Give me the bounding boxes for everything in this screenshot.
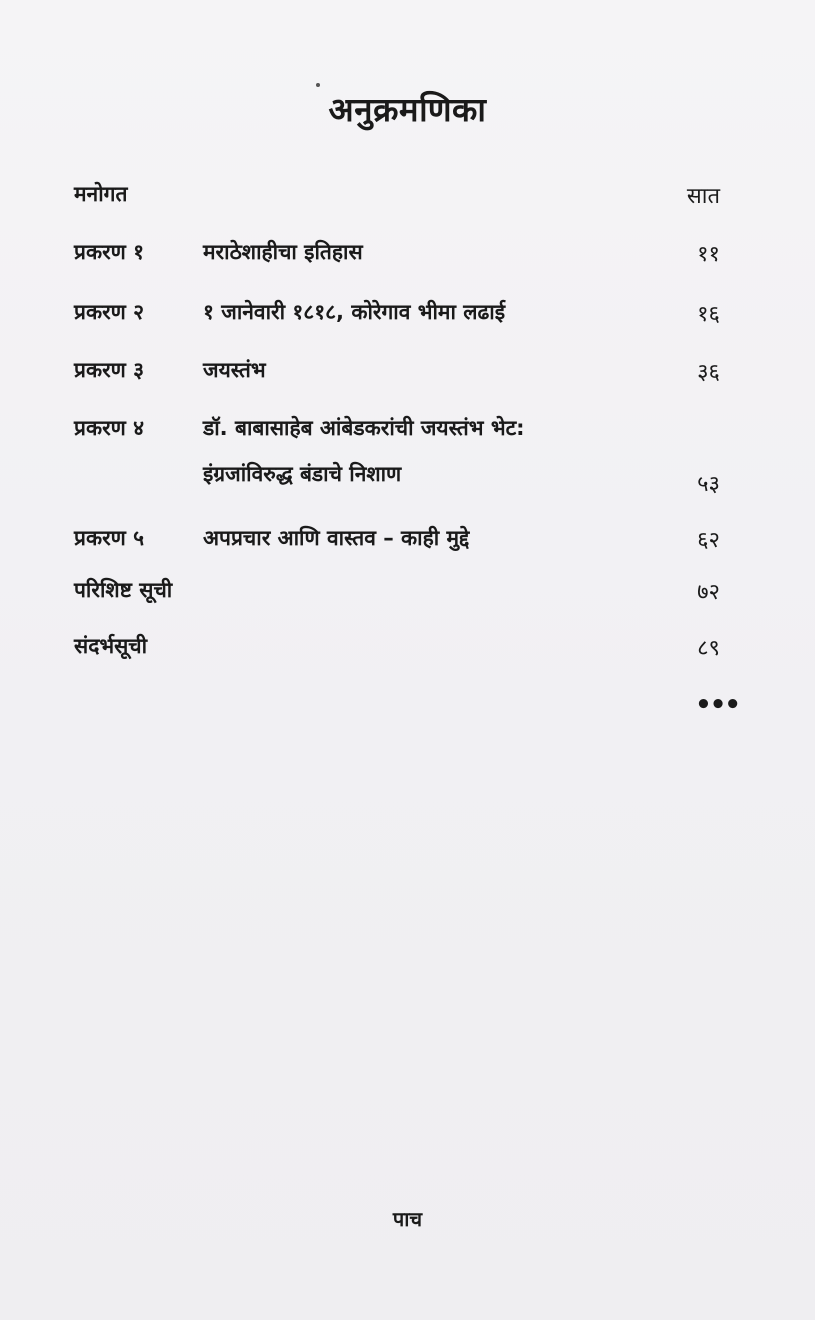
toc-entry-chapter-4-line-2	[0, 460, 815, 500]
toc-chapter-title: १ जानेवारी १८१८, कोरेगाव भीमा लढाई	[203, 300, 506, 324]
toc-chapter-title: डॉ. बाबासाहेब आंबेडकरांची जयस्तंभ भेट:	[203, 416, 525, 440]
toc-chapter-title: जयस्तंभ	[203, 358, 266, 382]
toc-entry-chapter-3	[0, 356, 815, 396]
toc-entry-chapter-1	[0, 238, 815, 278]
toc-entry-chapter-5	[0, 524, 815, 564]
toc-entry-appendix	[0, 576, 815, 616]
toc-page-number: ५३	[697, 472, 720, 497]
page-footer-number: पाच	[392, 1207, 423, 1231]
toc-label: प्रकरण ५	[74, 526, 145, 550]
toc-entry-chapter-4	[0, 414, 815, 454]
toc-label: परिशिष्ट सूची	[74, 578, 173, 602]
toc-page-number: १६	[697, 302, 720, 327]
toc-page-number: ७२	[697, 580, 720, 605]
toc-label: संदर्भसूची	[74, 634, 148, 658]
toc-chapter-title: अपप्रचार आणि वास्तव – काही मुद्दे	[203, 526, 470, 550]
toc-entry-bibliography	[0, 632, 815, 672]
toc-label: प्रकरण ४	[74, 416, 145, 440]
toc-chapter-title: मराठेशाहीचा इतिहास	[203, 240, 363, 264]
toc-entry-preface	[0, 180, 815, 220]
toc-page-number: ८९	[697, 636, 720, 661]
toc-entry-chapter-2	[0, 298, 815, 338]
toc-page-number: सात	[686, 184, 720, 209]
toc-label: मनोगत	[74, 182, 128, 206]
end-ellipsis: •••	[695, 690, 739, 720]
toc-label: प्रकरण ३	[74, 358, 145, 382]
toc-page-number: ६२	[697, 528, 720, 553]
toc-chapter-title-continued: इंग्रजांविरुद्ध बंडाचे निशाण	[203, 462, 402, 486]
toc-label: प्रकरण २	[74, 300, 145, 324]
toc-label: प्रकरण १	[74, 240, 145, 264]
page-title: अनुक्रमणिका	[328, 90, 487, 129]
toc-page-number: ११	[697, 242, 720, 267]
toc-page-number: ३६	[697, 360, 720, 385]
